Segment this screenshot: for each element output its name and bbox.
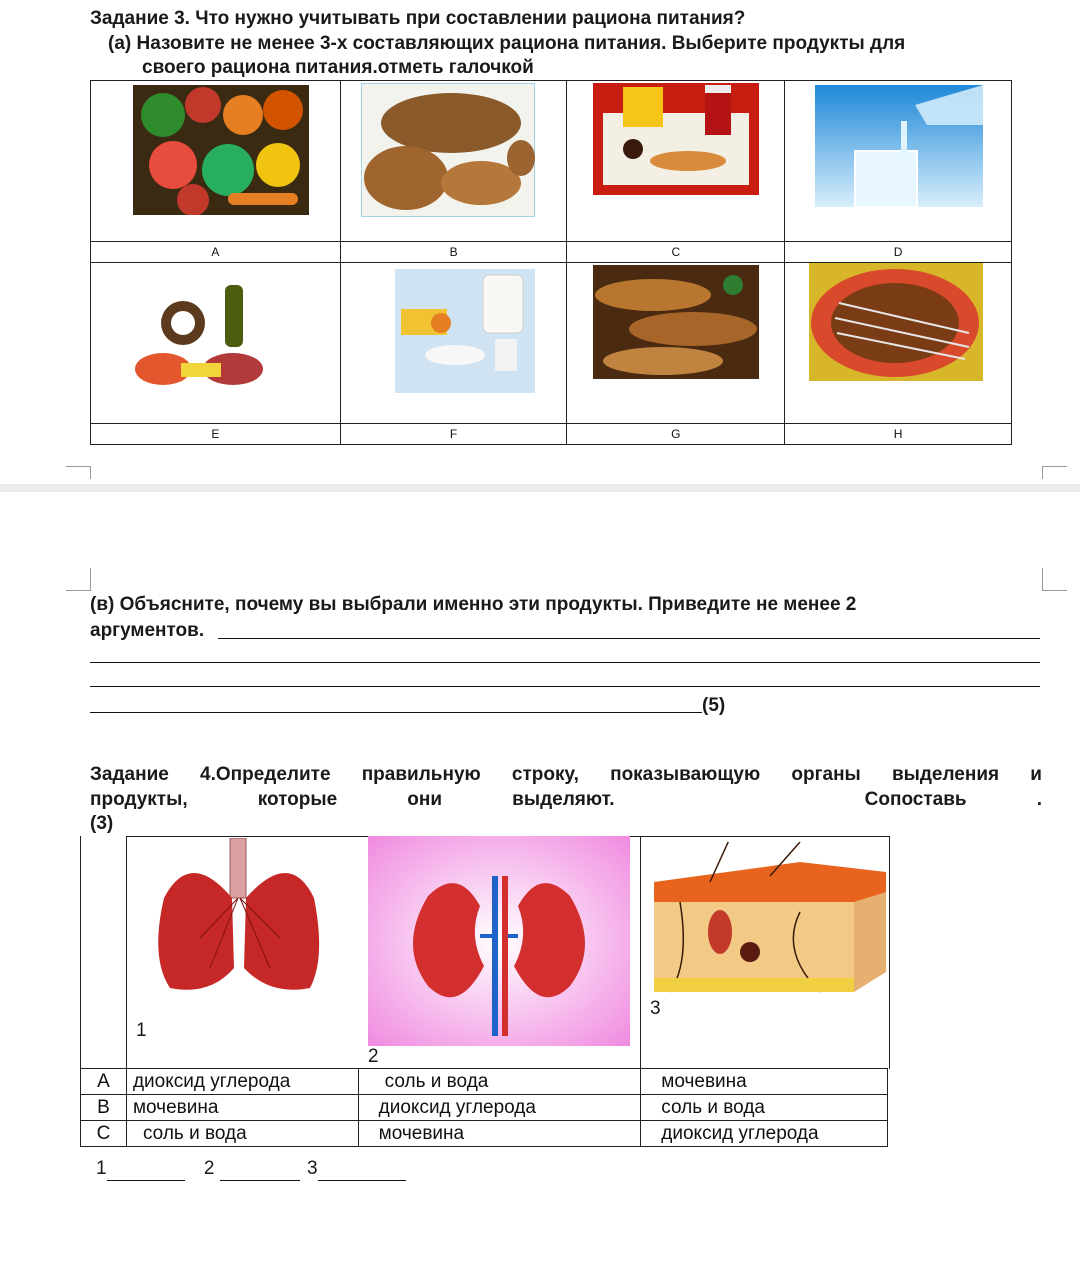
food-cell-a[interactable] xyxy=(91,81,341,242)
food-cell-g[interactable] xyxy=(567,263,785,424)
task3-title: Задание 3. Что нужно учитывать при составлении рациона питания? xyxy=(90,8,746,29)
kebab-image xyxy=(809,263,983,381)
food-label-f: F xyxy=(340,424,567,445)
table-row[interactable] xyxy=(81,1069,888,1095)
task4-word: Задание xyxy=(90,764,169,785)
row-letter: C xyxy=(81,1121,127,1147)
page-corner-mark xyxy=(66,568,91,591)
organ-number-1: 1 xyxy=(136,1020,147,1041)
task4-word: органы xyxy=(791,764,861,785)
task3-part-a-line1: (а) Назовите не менее 3-х составляющих рациона питания. Выберите продукты для xyxy=(108,33,906,54)
water-image xyxy=(815,85,983,207)
task4-word: и xyxy=(1030,764,1042,785)
organ-number-3: 3 xyxy=(650,998,661,1019)
food-label-h: H xyxy=(785,424,1012,445)
answer-number: 2 xyxy=(203,1158,215,1179)
task4-line2 xyxy=(90,789,1042,811)
task4-word: . xyxy=(1036,789,1042,810)
food-cell-h[interactable] xyxy=(785,263,1012,424)
page-corner-mark xyxy=(1042,466,1067,479)
answer-blank[interactable] xyxy=(318,1158,406,1181)
fish-image xyxy=(593,265,759,379)
vegetables-image xyxy=(133,85,309,215)
answer-number: 1 xyxy=(96,1158,107,1179)
organ-options-table xyxy=(80,1068,888,1147)
row-cell: диоксид углерода xyxy=(358,1095,641,1121)
answer-line[interactable] xyxy=(90,686,1040,687)
row-cell: диоксид углерода xyxy=(641,1121,888,1147)
organ-divider xyxy=(640,836,641,1068)
answer-line[interactable] xyxy=(90,712,702,713)
answer-line[interactable] xyxy=(90,662,1040,663)
answer-blank[interactable] xyxy=(107,1158,185,1181)
answer-number: 3 xyxy=(307,1158,318,1179)
task4-word: 4.Определите xyxy=(200,764,331,785)
dairy-image xyxy=(395,269,535,393)
page-break xyxy=(0,484,1080,492)
kidneys-image xyxy=(368,836,630,1046)
task4-word: строку, xyxy=(511,764,579,785)
task4-score: (3) xyxy=(90,813,114,834)
task4-word: показывающую xyxy=(610,764,761,785)
food-label-c: C xyxy=(567,242,785,263)
part-b-line1: (в) Объясните, почему вы выбрали именно эти продукты. Приведите не менее 2 xyxy=(90,594,857,615)
fast-food-image xyxy=(593,83,759,195)
answer-line[interactable] xyxy=(218,638,1040,639)
row-cell: мочевина xyxy=(126,1095,358,1121)
task4-word: которые xyxy=(257,789,338,810)
organ-area-left-border xyxy=(80,836,127,1068)
food-cell-e[interactable] xyxy=(91,263,341,424)
task4-word: они xyxy=(407,789,443,810)
food-label-b: B xyxy=(340,242,567,263)
part-b-line2 xyxy=(90,620,204,642)
oils-fats-image xyxy=(133,283,265,391)
food-cell-c[interactable] xyxy=(567,81,785,242)
food-label-g: G xyxy=(567,424,785,445)
food-label-a: A xyxy=(91,242,341,263)
food-label-d: D xyxy=(785,242,1012,263)
food-label-e: E xyxy=(91,424,341,445)
task4-word: правильную xyxy=(361,764,481,785)
row-cell: соль и вода xyxy=(358,1069,641,1095)
page-corner-mark xyxy=(1042,568,1067,591)
food-cell-b[interactable] xyxy=(340,81,567,242)
row-cell: диоксид углерода xyxy=(126,1069,358,1095)
row-cell: мочевина xyxy=(358,1121,641,1147)
lungs-image xyxy=(150,838,328,998)
row-cell: соль и вода xyxy=(641,1095,888,1121)
food-table xyxy=(90,80,1012,445)
skin-image xyxy=(650,842,886,998)
part-b-label: аргументов. xyxy=(90,620,205,641)
task4-word: Сопоставь xyxy=(864,789,967,810)
row-letter: A xyxy=(81,1069,127,1095)
food-cell-f[interactable] xyxy=(340,263,567,424)
task3-part-a-line2: своего рациона питания.отметь галочкой xyxy=(142,57,534,78)
page-corner-mark xyxy=(66,466,91,479)
part-b-score: (5) xyxy=(702,695,726,716)
table-row[interactable] xyxy=(81,1095,888,1121)
task4-word: выделения xyxy=(891,764,1000,785)
answer-blanks xyxy=(96,1158,406,1181)
task4-word: выделяют. xyxy=(512,789,615,810)
task4-line1 xyxy=(90,764,1042,786)
answer-blank[interactable] xyxy=(220,1158,300,1181)
row-cell: соль и вода xyxy=(126,1121,358,1147)
food-cell-d[interactable] xyxy=(785,81,1012,242)
bread-image xyxy=(361,83,535,217)
task4-word: продукты, xyxy=(90,789,188,810)
table-row[interactable] xyxy=(81,1121,888,1147)
row-letter: B xyxy=(81,1095,127,1121)
row-cell: мочевина xyxy=(641,1069,888,1095)
organ-number-2: 2 xyxy=(368,1046,379,1067)
